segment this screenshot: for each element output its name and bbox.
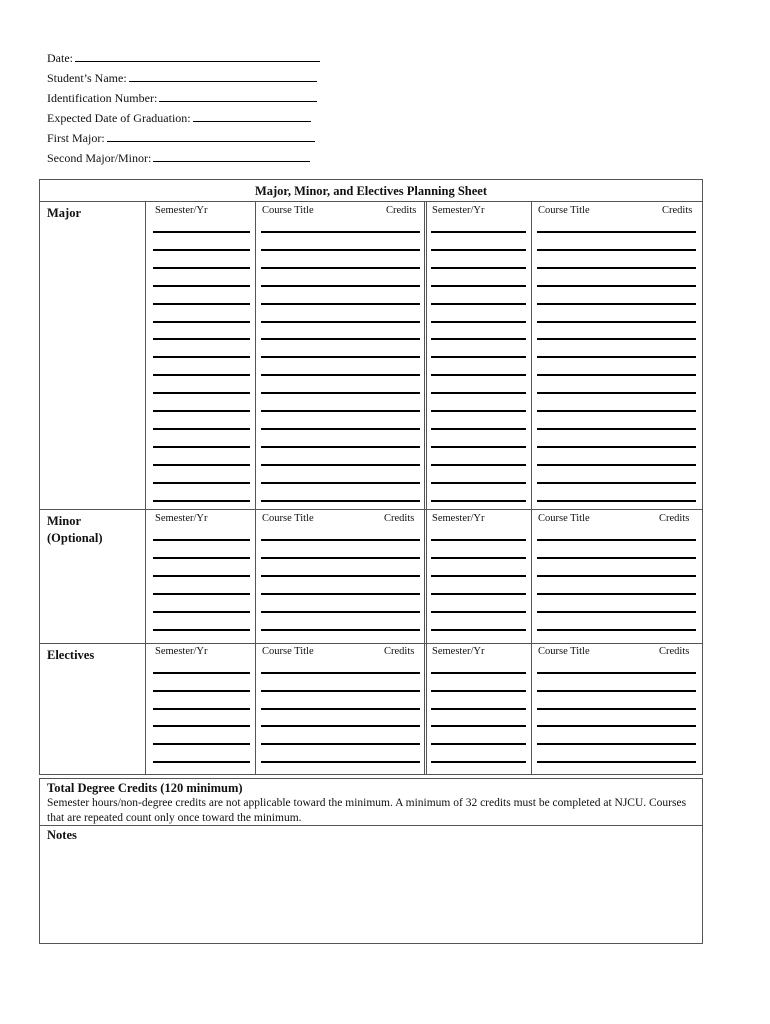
center-double-divider [424, 201, 427, 774]
second-major-blank[interactable] [153, 150, 310, 162]
write-in-line[interactable] [431, 464, 526, 466]
second-major-label: Second Major/Minor: [47, 151, 152, 165]
write-in-line[interactable] [153, 500, 250, 502]
col-header-semester: Semester/Yr [155, 513, 208, 524]
col-header-semester: Semester/Yr [432, 646, 485, 657]
write-in-line[interactable] [431, 557, 526, 559]
write-in-line[interactable] [431, 285, 526, 287]
write-in-line[interactable] [261, 629, 420, 631]
write-in-line[interactable] [261, 539, 420, 541]
write-in-line[interactable] [261, 285, 420, 287]
write-in-line[interactable] [537, 338, 696, 340]
write-in-line[interactable] [261, 464, 420, 466]
second-major-field[interactable] [47, 150, 310, 165]
write-in-line[interactable] [153, 303, 250, 305]
write-in-line[interactable] [153, 593, 250, 595]
col-header-credits: Credits [659, 513, 690, 524]
write-in-line[interactable] [153, 428, 250, 430]
write-in-line[interactable] [153, 761, 250, 763]
write-in-line[interactable] [261, 690, 420, 692]
write-in-line[interactable] [431, 761, 526, 763]
write-in-line[interactable] [537, 725, 696, 727]
write-in-line[interactable] [431, 539, 526, 541]
write-in-line[interactable] [537, 575, 696, 577]
col-header-semester: Semester/Yr [155, 205, 208, 216]
write-in-line[interactable] [153, 231, 250, 233]
write-in-line[interactable] [537, 249, 696, 251]
major-minor-divider [40, 509, 702, 510]
semester-column-divider [255, 201, 256, 774]
write-in-line[interactable] [537, 482, 696, 484]
write-in-line[interactable] [537, 557, 696, 559]
section-label-major: Major [47, 206, 82, 220]
write-in-line[interactable] [431, 338, 526, 340]
write-in-line[interactable] [537, 321, 696, 323]
write-in-line[interactable] [431, 428, 526, 430]
col-header-course: Course Title [262, 513, 314, 524]
write-in-line[interactable] [261, 708, 420, 710]
write-in-line[interactable] [537, 761, 696, 763]
write-in-line[interactable] [153, 249, 250, 251]
notes-label: Notes [47, 828, 77, 842]
col-header-semester: Semester/Yr [432, 513, 485, 524]
write-in-line[interactable] [261, 672, 420, 674]
write-in-line[interactable] [537, 356, 696, 358]
write-in-line[interactable] [153, 285, 250, 287]
write-in-line[interactable] [261, 392, 420, 394]
write-in-line[interactable] [431, 725, 526, 727]
write-in-line[interactable] [431, 356, 526, 358]
write-in-line[interactable] [537, 593, 696, 595]
write-in-line[interactable] [261, 356, 420, 358]
write-in-line[interactable] [431, 743, 526, 745]
notes-divider [40, 825, 702, 826]
write-in-line[interactable] [261, 593, 420, 595]
write-in-line[interactable] [153, 672, 250, 674]
write-in-line[interactable] [537, 539, 696, 541]
write-in-line[interactable] [261, 249, 420, 251]
write-in-line[interactable] [261, 446, 420, 448]
write-in-line[interactable] [537, 446, 696, 448]
write-in-line[interactable] [261, 428, 420, 430]
write-in-line[interactable] [537, 267, 696, 269]
write-in-line[interactable] [261, 575, 420, 577]
write-in-line[interactable] [431, 303, 526, 305]
write-in-line[interactable] [431, 267, 526, 269]
write-in-line[interactable] [261, 303, 420, 305]
write-in-line[interactable] [431, 321, 526, 323]
col-header-credits: Credits [659, 646, 690, 657]
write-in-line[interactable] [261, 743, 420, 745]
write-in-line[interactable] [537, 374, 696, 376]
write-in-line[interactable] [261, 725, 420, 727]
write-in-line[interactable] [153, 321, 250, 323]
write-in-line[interactable] [537, 611, 696, 613]
write-in-line[interactable] [431, 690, 526, 692]
write-in-line[interactable] [153, 690, 250, 692]
first-major-blank[interactable] [107, 130, 315, 142]
write-in-line[interactable] [153, 482, 250, 484]
write-in-line[interactable] [537, 672, 696, 674]
write-in-line[interactable] [153, 464, 250, 466]
section-label-minor: Minor (Optional) [47, 514, 103, 545]
write-in-line[interactable] [153, 629, 250, 631]
write-in-line[interactable] [153, 539, 250, 541]
write-in-line[interactable] [537, 500, 696, 502]
write-in-line[interactable] [431, 672, 526, 674]
student-name-field[interactable] [47, 70, 317, 85]
date-blank[interactable] [75, 50, 320, 62]
col-header-semester: Semester/Yr [432, 205, 485, 216]
write-in-line[interactable] [153, 743, 250, 745]
write-in-line[interactable] [431, 482, 526, 484]
date-field[interactable] [47, 50, 320, 65]
write-in-line[interactable] [537, 231, 696, 233]
id-number-field[interactable] [47, 90, 317, 105]
col-header-course: Course Title [262, 205, 314, 216]
write-in-line[interactable] [261, 231, 420, 233]
write-in-line[interactable] [431, 575, 526, 577]
planning-sheet-title: Major, Minor, and Electives Planning Sheet [254, 184, 488, 198]
write-in-line[interactable] [431, 392, 526, 394]
graduation-date-label: Expected Date of Graduation: [47, 111, 191, 125]
write-in-line[interactable] [431, 708, 526, 710]
date-label: Date: [47, 51, 73, 65]
graduation-date-field[interactable] [47, 110, 311, 125]
write-in-line[interactable] [153, 374, 250, 376]
col-header-course: Course Title [538, 205, 590, 216]
write-in-line[interactable] [537, 392, 696, 394]
col-header-credits: Credits [384, 513, 415, 524]
id-number-blank[interactable] [159, 90, 317, 102]
write-in-line[interactable] [537, 690, 696, 692]
write-in-line[interactable] [537, 464, 696, 466]
col-header-semester: Semester/Yr [155, 646, 208, 657]
write-in-line[interactable] [431, 374, 526, 376]
write-in-line[interactable] [153, 356, 250, 358]
total-credits-title: Total Degree Credits (120 minimum) [47, 781, 243, 795]
section-label-electives: Electives [47, 648, 95, 662]
write-in-line[interactable] [261, 500, 420, 502]
label-column-divider [145, 201, 146, 774]
write-in-line[interactable] [431, 249, 526, 251]
col-header-credits: Credits [386, 205, 417, 216]
write-in-line[interactable] [537, 285, 696, 287]
write-in-line[interactable] [153, 557, 250, 559]
write-in-line[interactable] [153, 725, 250, 727]
write-in-line[interactable] [153, 410, 250, 412]
write-in-line[interactable] [261, 338, 420, 340]
write-in-line[interactable] [261, 557, 420, 559]
write-in-line[interactable] [537, 428, 696, 430]
write-in-line[interactable] [261, 267, 420, 269]
col-header-course: Course Title [262, 646, 314, 657]
col-header-credits: Credits [384, 646, 415, 657]
first-major-label: First Major: [47, 131, 105, 145]
write-in-line[interactable] [431, 446, 526, 448]
write-in-line[interactable] [537, 410, 696, 412]
graduation-date-blank[interactable] [193, 110, 311, 122]
write-in-line[interactable] [431, 611, 526, 613]
id-number-label: Identification Number: [47, 91, 158, 105]
write-in-line[interactable] [431, 629, 526, 631]
write-in-line[interactable] [261, 761, 420, 763]
first-major-field[interactable] [47, 130, 315, 145]
col-header-credits: Credits [662, 205, 693, 216]
write-in-line[interactable] [153, 267, 250, 269]
write-in-line[interactable] [537, 708, 696, 710]
write-in-line[interactable] [153, 575, 250, 577]
write-in-line[interactable] [153, 708, 250, 710]
write-in-line[interactable] [431, 593, 526, 595]
write-in-line[interactable] [431, 500, 526, 502]
write-in-line[interactable] [153, 446, 250, 448]
semester-column-divider-right [531, 201, 532, 774]
write-in-line[interactable] [537, 629, 696, 631]
write-in-line[interactable] [261, 374, 420, 376]
write-in-line[interactable] [261, 611, 420, 613]
notes-area[interactable] [40, 845, 702, 942]
write-in-line[interactable] [261, 410, 420, 412]
write-in-line[interactable] [153, 338, 250, 340]
write-in-line[interactable] [431, 231, 526, 233]
col-header-course: Course Title [538, 513, 590, 524]
write-in-line[interactable] [153, 392, 250, 394]
student-name-blank[interactable] [129, 70, 317, 82]
write-in-line[interactable] [431, 410, 526, 412]
student-name-label: Student’s Name: [47, 71, 127, 85]
total-credits-description: Semester hours/non-degree credits are not applicable toward the minimum. A minimum of 32 credits must be completed at NJCU. Courses that are repeated count only once toward the minimum. [47, 797, 687, 824]
col-header-course: Course Title [538, 646, 590, 657]
write-in-line[interactable] [261, 321, 420, 323]
write-in-line[interactable] [537, 743, 696, 745]
title-divider [40, 201, 702, 202]
minor-electives-divider [40, 643, 702, 644]
write-in-line[interactable] [261, 482, 420, 484]
write-in-line[interactable] [153, 611, 250, 613]
write-in-line[interactable] [537, 303, 696, 305]
